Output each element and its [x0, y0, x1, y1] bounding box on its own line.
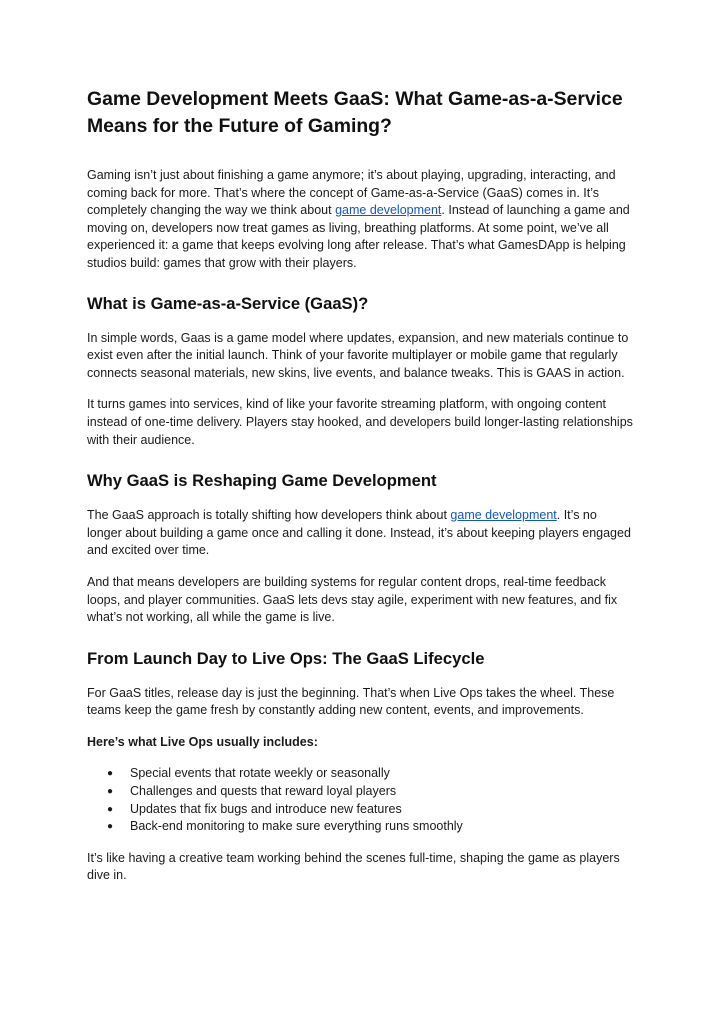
- section-heading-why-gaas: Why GaaS is Reshaping Game Development: [87, 471, 437, 491]
- live-ops-list: [87, 765, 634, 835]
- bullet-icon: ●: [107, 821, 114, 833]
- page-title: Game Development Meets GaaS: What Game-as-a-Service Means for the Future of Gaming?: [87, 88, 623, 137]
- bullet-icon: ●: [107, 768, 114, 780]
- section3-paragraph-1: For GaaS titles, release day is just the beginning. That’s when Live Ops takes the wheel. These teams keep the game fresh by constantly adding new content, events, and improvements.: [87, 685, 615, 718]
- bullet-icon: ●: [107, 786, 114, 798]
- list-item: [107, 765, 634, 783]
- intro-text-start: Gaming isn’t just about finishing a game anymore; it’s about playing, upgrading, interacting, and coming back for more. That’s where the concept of Game-as-a-Service (GaaS) comes in. It’s completely changing the way we think about: [87, 168, 616, 218]
- section2-paragraph-1: [87, 507, 634, 560]
- section2-text-end: . It’s no longer about building a game once and calling it done. Instead, it’s about keeping players engaged and excited over time.: [87, 508, 631, 558]
- list-item: [107, 818, 634, 836]
- section2-text-start: The GaaS approach is totally shifting how developers think about: [87, 508, 451, 523]
- section-heading-live-ops: From Launch Day to Live Ops: The GaaS Lifecycle: [87, 648, 485, 668]
- section1-paragraph-2: It turns games into services, kind of like your favorite streaming platform, with ongoing content instead of one-time delivery. Players stay hooked, and developers build longer-lasting relationships with their audience.: [87, 397, 633, 447]
- list-item: [107, 783, 634, 801]
- list-item-text: Updates that fix bugs and introduce new features: [130, 801, 402, 816]
- intro-text-end: . Instead of launching a game and moving on, developers now treat games as living, breathing platforms. At some point, we’ve all experienced it: a game that keeps evolving long after release. That’s what GamesDApp is helping studios build: games that grow with their players.: [87, 203, 630, 270]
- section3-paragraph-2: It’s like having a creative team working behind the scenes full-time, shaping the game as players dive in.: [87, 850, 620, 883]
- list-item-text: Challenges and quests that reward loyal players: [130, 784, 397, 799]
- section2-paragraph-2: And that means developers are building systems for regular content drops, real-time feedback loops, and player communities. GaaS lets devs stay agile, experiment with new features, and fix what’s not working, all while the game is live.: [87, 574, 618, 625]
- intro-paragraph: [87, 167, 634, 273]
- game-development-link[interactable]: game development: [335, 203, 442, 218]
- list-item-text: Back-end monitoring to make sure everything runs smoothly: [130, 819, 463, 834]
- section-heading-what-is-gaas: What is Game-as-a-Service (GaaS)?: [87, 293, 369, 313]
- bullet-icon: ●: [107, 803, 114, 815]
- list-item: [107, 801, 634, 819]
- section1-paragraph-1: In simple words, Gaas is a game model where updates, expansion, and new materials continue to exist even after the initial launch. Think of your favorite multiplayer or mobile game that regularly connects seasonal materials, new skins, live events, and balance tweaks. This is GAAS in action.: [87, 330, 629, 380]
- list-item-text: Special events that rotate weekly or seasonally: [130, 766, 390, 781]
- live-ops-list-intro: Here’s what Live Ops usually includes:: [87, 734, 318, 749]
- game-development-link-2[interactable]: game development: [450, 508, 557, 523]
